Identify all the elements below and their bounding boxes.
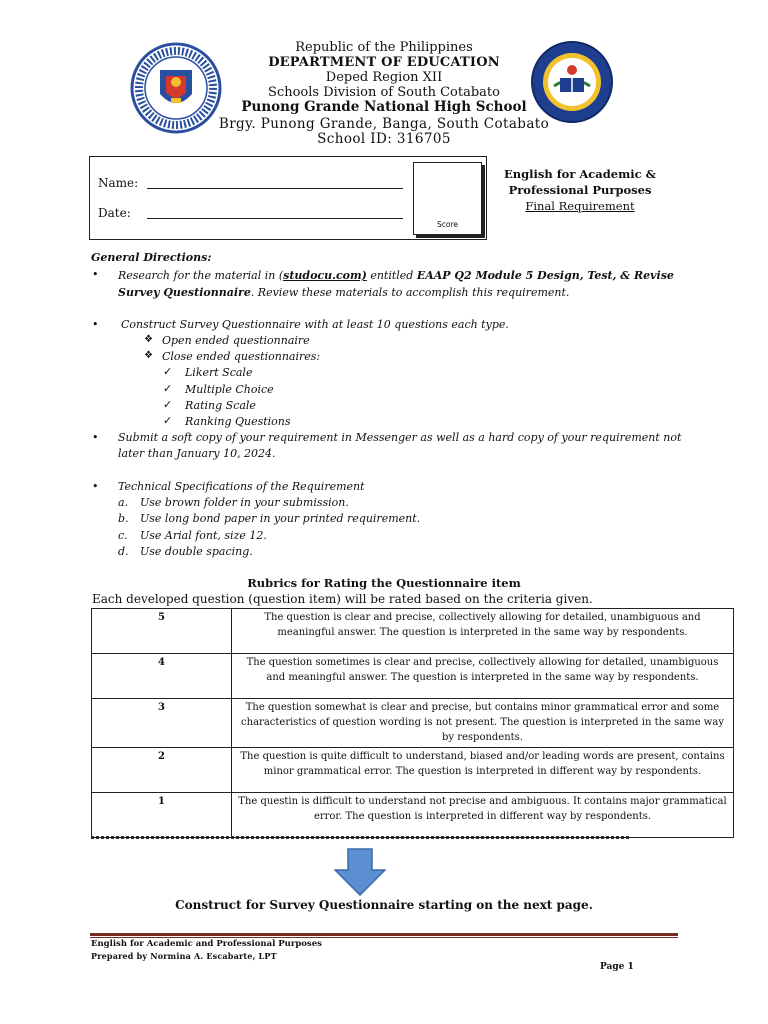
direction-item-1 xyxy=(118,268,674,284)
header-school-id: School ID: 316705 xyxy=(317,131,451,147)
spec-bond-paper: Use long bond paper in your printed requirement. xyxy=(140,512,421,525)
direction-item-2: Construct Survey Questionnaire with at least 10 questions each type. xyxy=(121,318,509,331)
bullet-icon: • xyxy=(92,480,99,493)
direction-1-pre: Research for the material in ( xyxy=(118,269,284,282)
type-close-ended: Close ended questionnaires: xyxy=(162,350,321,363)
rubric-table xyxy=(91,608,734,838)
spec-marker-a: a. xyxy=(118,496,129,509)
spec-marker-d: d. xyxy=(118,545,129,558)
header-department: DEPARTMENT OF EDUCATION xyxy=(268,55,500,70)
rubric-intro: Each developed question (question item) will be rated based on the criteria given. xyxy=(92,592,593,606)
bullet-icon: • xyxy=(92,268,99,281)
student-info-box xyxy=(89,156,487,240)
course-subtitle: Final Requirement xyxy=(525,199,635,213)
rubric-description: The question sometimes is clear and precise, collectively allowing for detailed, unambiguous and meaningful answer. The question is interpreted in the same way by respondents. xyxy=(232,654,734,699)
checkmark-icon: ✓ xyxy=(163,382,173,395)
rubric-score: 1 xyxy=(92,793,232,838)
rubric-row xyxy=(92,699,734,748)
spec-spacing: Use double spacing. xyxy=(140,545,253,558)
rubric-description: The question is clear and precise, collectively allowing for detailed, unambiguous and meaningful answer. The question is interpreted in the same way by respondents. xyxy=(232,609,734,654)
direction-item-4: Technical Specifications of the Requirement xyxy=(118,480,365,493)
diamond-bullet-icon: ❖ xyxy=(144,350,153,361)
date-label: Date: xyxy=(98,206,131,220)
header-school-name: Punong Grande National High School xyxy=(241,99,527,115)
spec-marker-c: c. xyxy=(118,529,128,542)
header-region: Deped Region XII xyxy=(325,70,443,85)
rubric-row xyxy=(92,654,734,699)
rubric-score: 4 xyxy=(92,654,232,699)
close-ended-multiple-choice: Multiple Choice xyxy=(185,383,274,396)
diamond-bullet-icon: ❖ xyxy=(144,334,153,345)
rubric-description: The questin is difficult to understand not precise and ambiguous. It contains major grammatical error. The question is interpreted in different way by respondents. xyxy=(232,793,734,838)
rubric-title: Rubrics for Rating the Questionnaire item xyxy=(247,576,521,590)
header-republic: Republic of the Philippines xyxy=(295,40,473,55)
separator-line xyxy=(91,836,629,839)
course-title-block xyxy=(497,166,663,214)
spec-marker-b: b. xyxy=(118,512,129,525)
arrow-down-icon xyxy=(334,848,386,896)
module-title-cont: Survey Questionnaire xyxy=(118,286,251,299)
score-box[interactable] xyxy=(413,162,482,235)
spec-font: Use Arial font, size 12. xyxy=(140,529,267,542)
checkmark-icon: ✓ xyxy=(163,398,173,411)
rubric-score: 3 xyxy=(92,699,232,748)
direction-item-1-cont xyxy=(118,285,569,301)
name-field[interactable] xyxy=(147,188,403,189)
close-ended-rating: Rating Scale xyxy=(185,399,256,412)
module-title: EAAP Q2 Module 5 Design, Test, & Revise xyxy=(416,269,674,282)
next-page-note: Construct for Survey Questionnaire starting on the next page. xyxy=(175,898,593,912)
name-label: Name: xyxy=(98,176,139,190)
page-number: Page 1 xyxy=(600,962,634,972)
studocu-link[interactable]: studocu.com) xyxy=(283,269,367,282)
course-title-line1: English for Academic & xyxy=(503,167,657,181)
close-ended-likert: Likert Scale xyxy=(185,366,253,379)
rubric-score: 2 xyxy=(92,748,232,793)
direction-item-3: Submit a soft copy of your requirement in Messenger as well as a hard copy of your requirement not xyxy=(118,431,682,444)
footer-course: English for Academic and Professional Purposes xyxy=(91,939,322,949)
date-field[interactable] xyxy=(147,218,403,219)
directions-heading: General Directions: xyxy=(91,251,212,264)
header-address: Brgy. Punong Grande, Banga, South Cotabato xyxy=(218,116,550,132)
close-ended-ranking: Ranking Questions xyxy=(185,415,291,428)
footer-rule xyxy=(90,933,678,938)
spec-brown-folder: Use brown folder in your submission. xyxy=(140,496,349,509)
checkmark-icon: ✓ xyxy=(163,365,173,378)
course-title-line2: Professional Purposes xyxy=(508,183,652,197)
checkmark-icon: ✓ xyxy=(163,414,173,427)
type-open-ended: Open ended questionnaire xyxy=(162,334,310,347)
rubric-row xyxy=(92,609,734,654)
direction-1-mid: entitled xyxy=(366,269,417,282)
bullet-icon: • xyxy=(92,318,99,331)
footer-author: Prepared by Normina A. Escabarte, LPT xyxy=(91,951,277,961)
header-division: Schools Division of South Cotabato xyxy=(268,85,500,100)
rubric-row xyxy=(92,748,734,793)
rubric-score: 5 xyxy=(92,609,232,654)
score-label: Score xyxy=(436,220,458,229)
rubric-description: The question somewhat is clear and precise, but contains minor grammatical error and some characteristics of question wording is not present. The question is interpreted in the same way by respondents. xyxy=(232,699,734,748)
bullet-icon: • xyxy=(92,431,99,444)
rubric-row xyxy=(92,793,734,838)
direction-item-3-cont: later than January 10, 2024. xyxy=(118,447,276,460)
rubric-description: The question is quite difficult to understand, biased and/or leading words are present, contains minor grammatical error. The question is interpreted in different way by respondents. xyxy=(232,748,734,793)
direction-1-post: . Review these materials to accomplish this requirement. xyxy=(250,286,570,299)
